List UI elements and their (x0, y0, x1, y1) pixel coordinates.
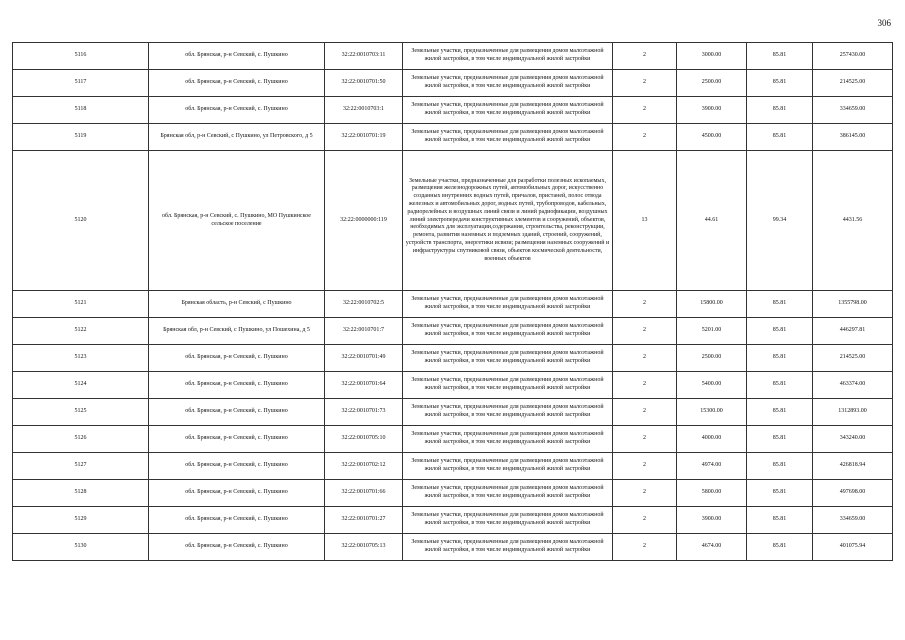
row-cadastral-value: 401075.94 (813, 534, 893, 561)
row-cadastral-number: 32:22:0010703:1 (325, 97, 403, 124)
row-cadastral-number: 32:22:0010701:66 (325, 480, 403, 507)
row-address: обл. Брянская, р-н Севский, с. Пушкино (149, 43, 325, 70)
row-cadastral-number: 32:22:0010701:50 (325, 70, 403, 97)
row-group: 2 (613, 318, 677, 345)
row-group: 2 (613, 480, 677, 507)
table-row (13, 43, 893, 70)
row-land-use: Земельные участки, предназначенные для размещения домов малоэтажной жилой застройки, в том числе индивидуальной жилой застройки (403, 70, 613, 97)
table-row (13, 291, 893, 318)
row-group: 13 (613, 151, 677, 291)
row-rate: 85.81 (747, 291, 813, 318)
land-plots-table (12, 42, 893, 561)
row-number: 5125 (13, 399, 149, 426)
row-land-use: Земельные участки, предназначенные для размещения домов малоэтажной жилой застройки, в том числе индивидуальной жилой застройки (403, 97, 613, 124)
row-address: обл. Брянская, р-н Севский, с. Пушкино (149, 534, 325, 561)
row-cadastral-number: 32:22:0010702:5 (325, 291, 403, 318)
row-number: 5127 (13, 453, 149, 480)
row-land-use: Земельные участки, предназначенные для разработки полезных ископаемых, размещения железнодорожных путей, автомобильных дорог, искусственно созданных внутренних водных путей, причалов, пристаней, полос отвода железных и автомобильных дорог, водных путей, трубопроводов, кабельных, радиорелейных и воздушных линий связи и линий радиофикации, воздушных линий электропередачи конструктивных элементов и сооружений, объектов, необходимых для эксплуатации,содержания, строительства, реконструкции, ремонта, развития наземных и подземных зданий, строений, сооружений, устройств транспорта, энергетики исвязи; размещения наземных сооружений и инфраструктуры спутниковой связи, объектов космической деятельности, военных объектов (403, 151, 613, 291)
row-cadastral-number: 32:22:0010701:27 (325, 507, 403, 534)
row-group: 2 (613, 426, 677, 453)
row-cadastral-value: 334659.00 (813, 97, 893, 124)
row-cadastral-value: 446297.81 (813, 318, 893, 345)
row-rate: 85.81 (747, 345, 813, 372)
row-area: 4500.00 (677, 124, 747, 151)
row-area: 3900.00 (677, 97, 747, 124)
row-cadastral-value: 386145.00 (813, 124, 893, 151)
row-group: 2 (613, 345, 677, 372)
row-land-use: Земельные участки, предназначенные для размещения домов малоэтажной жилой застройки, в том числе индивидуальной жилой застройки (403, 507, 613, 534)
row-land-use: Земельные участки, предназначенные для размещения домов малоэтажной жилой застройки, в том числе индивидуальной жилой застройки (403, 345, 613, 372)
row-cadastral-value: 1355798.00 (813, 291, 893, 318)
row-area: 2500.00 (677, 345, 747, 372)
row-group: 2 (613, 453, 677, 480)
row-address: Брянская обл, р-н Севский, с Пушкино, ул Пошехина, д 5 (149, 318, 325, 345)
row-area: 3900.00 (677, 507, 747, 534)
row-rate: 85.81 (747, 534, 813, 561)
row-area: 4000.00 (677, 426, 747, 453)
row-area: 5201.00 (677, 318, 747, 345)
row-rate: 99.34 (747, 151, 813, 291)
row-cadastral-number: 32:22:0010701:19 (325, 124, 403, 151)
row-cadastral-value: 497698.00 (813, 480, 893, 507)
row-land-use: Земельные участки, предназначенные для размещения домов малоэтажной жилой застройки, в том числе индивидуальной жилой застройки (403, 372, 613, 399)
row-group: 2 (613, 372, 677, 399)
table-row (13, 453, 893, 480)
row-cadastral-number: 32:22:0010701:7 (325, 318, 403, 345)
row-number: 5120 (13, 151, 149, 291)
row-group: 2 (613, 507, 677, 534)
row-address: Брянская обл, р-н Севский, с Пушкино, ул Петровского, д 5 (149, 124, 325, 151)
row-area: 15300.00 (677, 399, 747, 426)
row-cadastral-number: 32:22:0010702:12 (325, 453, 403, 480)
row-rate: 85.81 (747, 426, 813, 453)
row-address: обл. Брянская, р-н Севский, с. Пушкино, МО Пушкинское сельское поселение (149, 151, 325, 291)
table-row (13, 97, 893, 124)
row-number: 5119 (13, 124, 149, 151)
row-cadastral-number: 32:22:0010701:49 (325, 345, 403, 372)
row-cadastral-value: 214525.00 (813, 70, 893, 97)
row-cadastral-number: 32:22:0010703:11 (325, 43, 403, 70)
row-land-use: Земельные участки, предназначенные для размещения домов малоэтажной жилой застройки, в том числе индивидуальной жилой застройки (403, 534, 613, 561)
table-row (13, 507, 893, 534)
row-cadastral-value: 334659.00 (813, 507, 893, 534)
row-address: обл. Брянская, р-н Севский, с. Пушкино (149, 70, 325, 97)
row-number: 5128 (13, 480, 149, 507)
row-group: 2 (613, 534, 677, 561)
row-land-use: Земельные участки, предназначенные для размещения домов малоэтажной жилой застройки, в том числе индивидуальной жилой застройки (403, 426, 613, 453)
row-rate: 85.81 (747, 97, 813, 124)
page-number: 306 (877, 18, 891, 28)
row-cadastral-value: 257430.00 (813, 43, 893, 70)
row-address: обл. Брянская, р-н Севский, с. Пушкино (149, 507, 325, 534)
row-rate: 85.81 (747, 453, 813, 480)
table-row (13, 399, 893, 426)
row-number: 5130 (13, 534, 149, 561)
row-rate: 85.81 (747, 43, 813, 70)
row-number: 5118 (13, 97, 149, 124)
row-address: обл. Брянская, р-н Севский, с. Пушкино (149, 345, 325, 372)
table-row (13, 151, 893, 291)
row-cadastral-number: 32:22:0010705:13 (325, 534, 403, 561)
table-row (13, 372, 893, 399)
row-group: 2 (613, 124, 677, 151)
row-area: 5800.00 (677, 480, 747, 507)
row-rate: 85.81 (747, 70, 813, 97)
row-group: 2 (613, 291, 677, 318)
row-rate: 85.81 (747, 318, 813, 345)
row-address: обл. Брянская, р-н Севский, с. Пушкино (149, 480, 325, 507)
row-number: 5121 (13, 291, 149, 318)
table-row (13, 480, 893, 507)
row-address: обл. Брянская, р-н Севский, с. Пушкино (149, 426, 325, 453)
row-cadastral-value: 463374.00 (813, 372, 893, 399)
row-land-use: Земельные участки, предназначенные для размещения домов малоэтажной жилой застройки, в том числе индивидуальной жилой застройки (403, 124, 613, 151)
row-rate: 85.81 (747, 480, 813, 507)
row-cadastral-value: 4431.56 (813, 151, 893, 291)
row-rate: 85.81 (747, 507, 813, 534)
row-address: Брянская область, р-н Севский, с Пушкино (149, 291, 325, 318)
row-land-use: Земельные участки, предназначенные для размещения домов малоэтажной жилой застройки, в том числе индивидуальной жилой застройки (403, 291, 613, 318)
row-number: 5117 (13, 70, 149, 97)
row-cadastral-value: 1312893.00 (813, 399, 893, 426)
row-area: 2500.00 (677, 70, 747, 97)
row-cadastral-number: 32:22:0010705:10 (325, 426, 403, 453)
row-cadastral-value: 214525.00 (813, 345, 893, 372)
row-group: 2 (613, 97, 677, 124)
table-row (13, 124, 893, 151)
row-number: 5116 (13, 43, 149, 70)
row-area: 15800.00 (677, 291, 747, 318)
row-address: обл. Брянская, р-н Севский, с. Пушкино (149, 372, 325, 399)
row-cadastral-value: 426818.94 (813, 453, 893, 480)
row-cadastral-number: 32:22:0010701:73 (325, 399, 403, 426)
row-address: обл. Брянская, р-н Севский, с. Пушкино (149, 453, 325, 480)
row-number: 5122 (13, 318, 149, 345)
row-cadastral-number: 32:22:0010701:64 (325, 372, 403, 399)
row-land-use: Земельные участки, предназначенные для размещения домов малоэтажной жилой застройки, в том числе индивидуальной жилой застройки (403, 399, 613, 426)
row-address: обл. Брянская, р-н Севский, с. Пушкино (149, 399, 325, 426)
row-cadastral-number: 32:22:0000000:119 (325, 151, 403, 291)
row-area: 44.61 (677, 151, 747, 291)
table-row (13, 345, 893, 372)
table-row (13, 426, 893, 453)
table-body (13, 43, 893, 561)
table-row (13, 318, 893, 345)
row-number: 5123 (13, 345, 149, 372)
row-area: 4674.00 (677, 534, 747, 561)
row-rate: 85.81 (747, 372, 813, 399)
row-land-use: Земельные участки, предназначенные для размещения домов малоэтажной жилой застройки, в том числе индивидуальной жилой застройки (403, 318, 613, 345)
row-cadastral-value: 343240.00 (813, 426, 893, 453)
row-area: 4974.00 (677, 453, 747, 480)
row-group: 2 (613, 399, 677, 426)
row-land-use: Земельные участки, предназначенные для размещения домов малоэтажной жилой застройки, в том числе индивидуальной жилой застройки (403, 43, 613, 70)
row-address: обл. Брянская, р-н Севский, с. Пушкино (149, 97, 325, 124)
row-rate: 85.81 (747, 124, 813, 151)
row-group: 2 (613, 70, 677, 97)
row-land-use: Земельные участки, предназначенные для размещения домов малоэтажной жилой застройки, в том числе индивидуальной жилой застройки (403, 480, 613, 507)
table-row (13, 70, 893, 97)
row-rate: 85.81 (747, 399, 813, 426)
row-number: 5124 (13, 372, 149, 399)
row-number: 5126 (13, 426, 149, 453)
row-number: 5129 (13, 507, 149, 534)
row-group: 2 (613, 43, 677, 70)
row-area: 5400.00 (677, 372, 747, 399)
row-area: 3000.00 (677, 43, 747, 70)
table-row (13, 534, 893, 561)
row-land-use: Земельные участки, предназначенные для размещения домов малоэтажной жилой застройки, в том числе индивидуальной жилой застройки (403, 453, 613, 480)
